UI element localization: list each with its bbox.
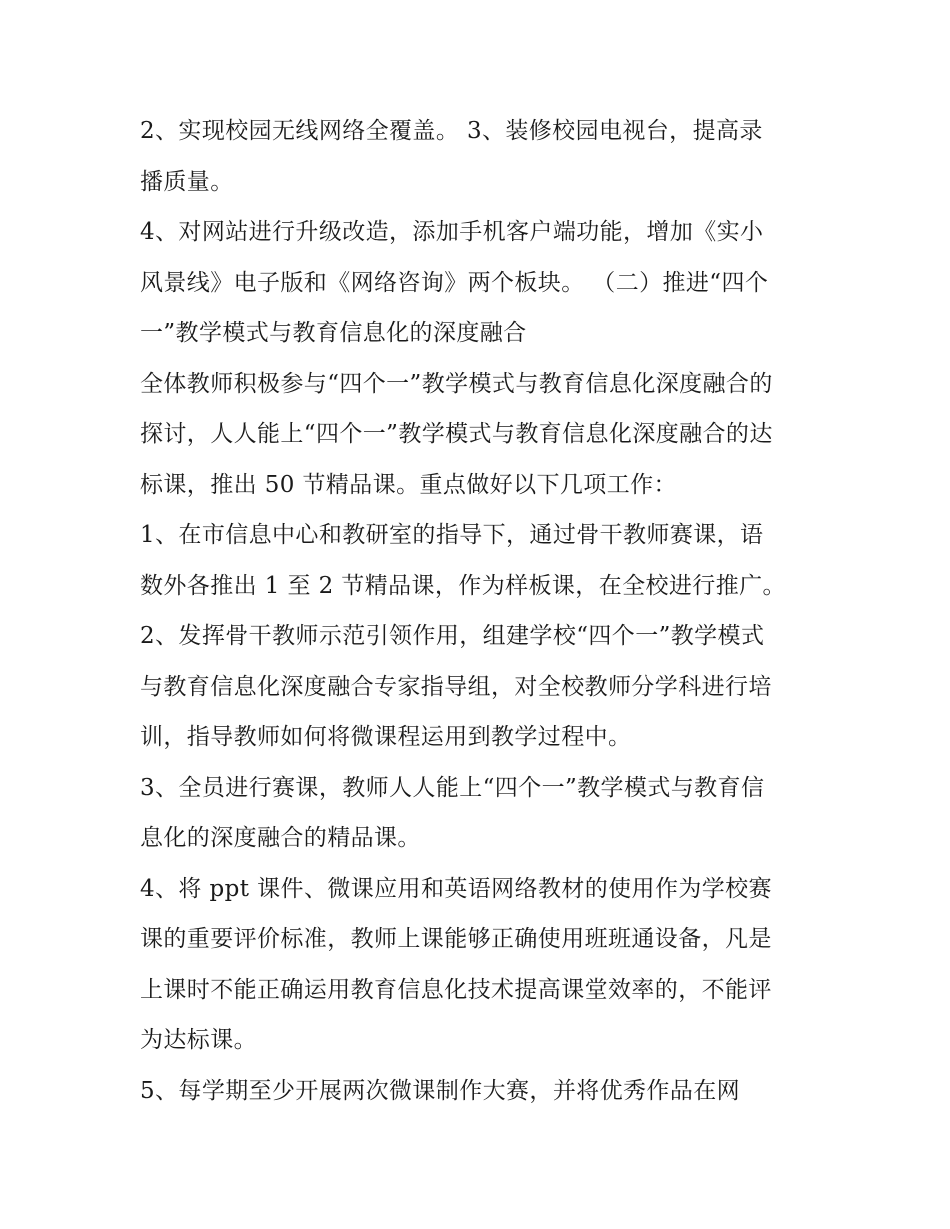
- text-line: 3、全员进行赛课，教师人人能上“四个一”教学模式与教育信: [140, 774, 765, 801]
- text-line: 数外各推出 1 至 2 节精品课，作为样板课，在全校进行推广。: [140, 572, 786, 599]
- text-line: 息化的深度融合的精品课。: [140, 825, 421, 851]
- text-line: 标课，推出 50 节精品课。重点做好以下几项工作：: [140, 471, 677, 498]
- document-body: [140, 106, 820, 1116]
- text-line: 风景线》电子版和《网络咨询》两个板块。 （二）推进“四个: [140, 269, 769, 296]
- text-line: 一”教学模式与教育信息化的深度融合: [140, 320, 527, 346]
- text-line: 为达标课。: [140, 1027, 257, 1053]
- text-line: 上课时不能正确运用教育信息化技术提高课堂效率的，不能评: [140, 976, 772, 1003]
- text-line: 2、实现校园无线网络全覆盖。 3、装修校园电视台，提高录: [140, 118, 763, 144]
- text-line: 训，指导教师如何将微课程运用到教学过程中。: [140, 724, 632, 750]
- text-line: 4、将 ppt 课件、微课应用和英语网络教材的使用作为学校赛: [140, 875, 772, 902]
- text-line: 4、对网站进行升级改造，添加手机客户端功能，增加《实小: [140, 219, 764, 245]
- text-line: 2、发挥骨干教师示范引领作用，组建学校“四个一”教学模式: [140, 623, 765, 649]
- text-line: 课的重要评价标准，教师上课能够正确使用班班通设备，凡是: [140, 926, 772, 952]
- text-line: 5、每学期至少开展两次微课制作大赛，并将优秀作品在网: [140, 1077, 741, 1104]
- text-line: 1、在市信息中心和教研室的指导下，通过骨干教师赛课，语: [140, 522, 764, 548]
- text-line: 播质量。: [140, 168, 234, 195]
- text-line: 与教育信息化深度融合专家指导组，对全校教师分学科进行培: [140, 673, 772, 700]
- text-line: 探讨，人人能上“四个一”教学模式与教育信息化深度融合的达: [140, 421, 773, 447]
- text-line: 全体教师积极参与“四个一”教学模式与教育信息化深度融合的: [140, 370, 773, 397]
